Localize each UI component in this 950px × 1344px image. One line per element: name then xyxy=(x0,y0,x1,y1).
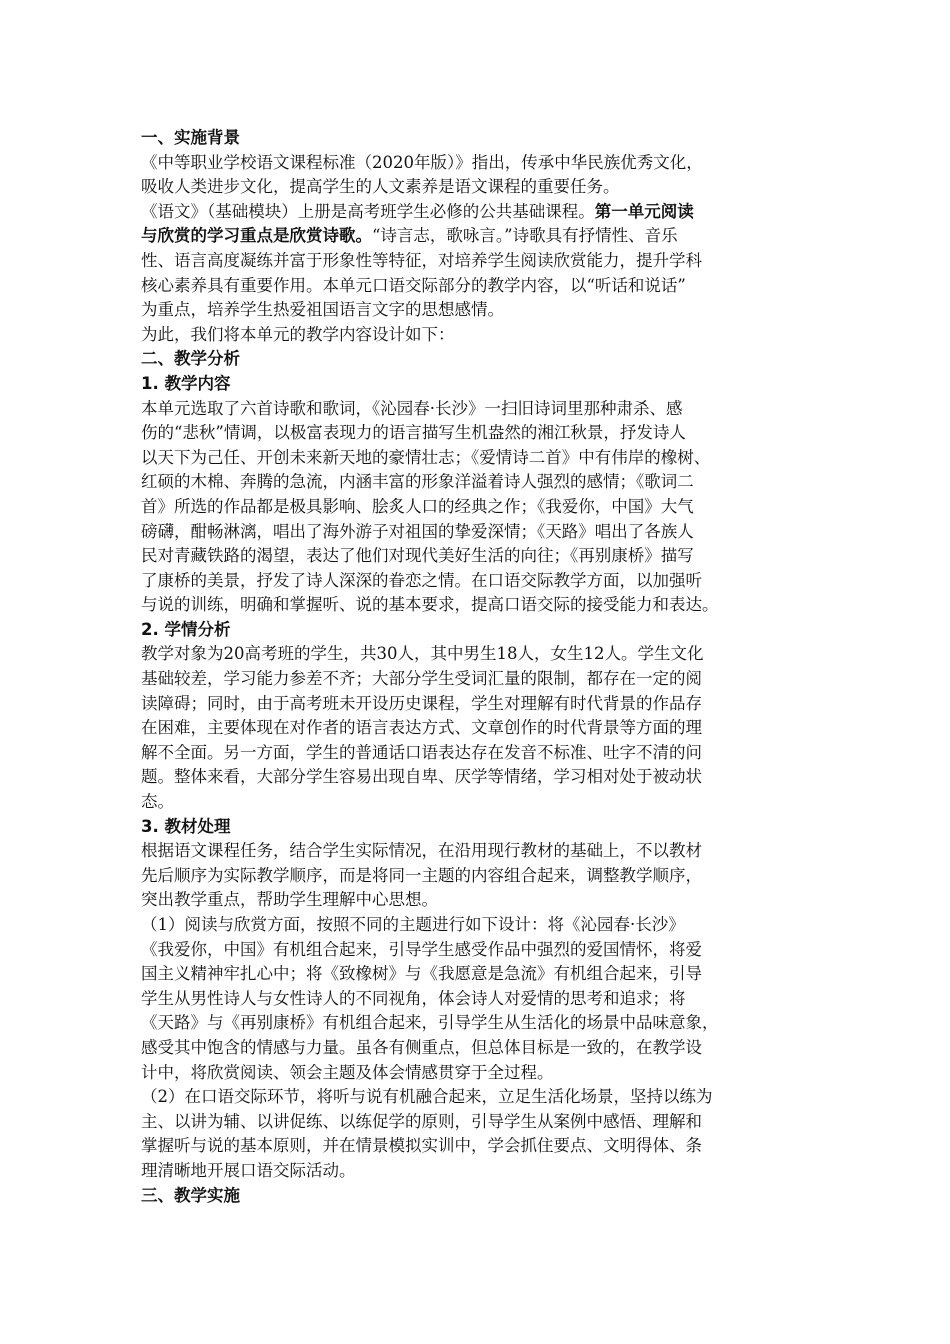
paragraph-line: 首》所选的作品都是极具影响、脍炙人口的经典之作；《我爱你，中国》大气 xyxy=(141,496,694,516)
paragraph-line: 为此，我们将本单元的教学内容设计如下： xyxy=(141,324,455,344)
paragraph-line: 红硕的木棉、奔腾的急流，内涵丰富的形象洋溢着诗人强烈的感情；《歌词二 xyxy=(141,472,694,492)
paragraph-line: 本单元选取了六首诗歌和歌词，《沁园春·长沙》一扫旧诗词里那种肃杀、感 xyxy=(141,398,683,418)
paragraph-line: 吸收人类进步文化，提高学生的人文素养是语文课程的重要任务。 xyxy=(141,177,620,197)
subheading-learner-analysis: 2. 学情分析 xyxy=(141,619,231,639)
paragraph-line: 感受其中饱含的情感与力量。虽各有侧重点，但总体目标是一致的，在教学设 xyxy=(141,1037,702,1057)
paragraph-line: 性、语言高度凝练并富于形象性等特征，对培养学生阅读欣赏能力，提升学科 xyxy=(141,250,702,270)
text-run: “诗言志，歌咏言。”诗歌具有抒情性、音乐 xyxy=(372,226,678,246)
paragraph-line: 磅礴，酣畅淋漓，唱出了海外游子对祖国的挚爱深情；《天路》唱出了各族人 xyxy=(141,521,694,541)
paragraph-line: 国主义精神牢扎心中；将《致橡树》与《我愿意是急流》有机组合起来，引导 xyxy=(141,964,702,984)
paragraph-line: 了康桥的美景，抒发了诗人深深的眷恋之情。在口语交际教学方面，以加强听 xyxy=(141,570,702,590)
section-heading-analysis: 二、教学分析 xyxy=(141,349,240,369)
paragraph-line: 《中等职业学校语文课程标准（2020年版）》指出，传承中华民族优秀文化， xyxy=(141,152,703,172)
paragraph-line: 先后顺序为实际教学顺序，而是将同一主题的内容组合起来，调整教学顺序， xyxy=(141,865,702,885)
paragraph-line: （1）阅读与欣赏方面，按照不同的主题进行如下设计：将《沁园春·长沙》 xyxy=(141,915,685,934)
subheading-material-handling: 3. 教材处理 xyxy=(141,816,231,836)
bold-text-run: 第一单元阅读 xyxy=(594,201,694,221)
paragraph-line xyxy=(141,224,813,249)
text-run: 《语文》（基础模块）上册是高考班学生必修的公共基础课程。 xyxy=(141,201,595,221)
paragraph-line: 《我爱你，中国》有机组合起来，引导学生感受作品中强烈的爱国情怀，将爱 xyxy=(141,939,702,959)
document-page xyxy=(141,126,813,1208)
paragraph-line: 在困难，主要体现在对作者的语言表达方式、文章创作的时代背景等方面的理 xyxy=(141,718,702,738)
subheading-content: 1. 教学内容 xyxy=(141,373,231,393)
paragraph-line: 读障碍；同时，由于高考班未开设历史课程，学生对理解有时代背景的作品存 xyxy=(141,693,702,713)
paragraph-line: 教学对象为20高考班的学生，共30人，其中男生18人，女生12人。学生文化 xyxy=(141,644,704,664)
paragraph-line: 与说的训练，明确和掌握听、说的基本要求，提高口语交际的接受能力和表达。 xyxy=(141,595,719,615)
paragraph-line: 态。 xyxy=(141,792,174,812)
paragraph-line: 以天下为己任、开创未来新天地的豪情壮志；《爱情诗二首》中有伟岸的橡树、 xyxy=(141,447,711,467)
paragraph-line: 解不全面。另一方面，学生的普通话口语表达存在发音不标准、吐字不清的问 xyxy=(141,742,702,762)
paragraph-line: 主、以讲为辅、以讲促练、以练促学的原则，引导学生从案例中感悟、理解和 xyxy=(141,1111,702,1131)
paragraph-line: 计中，将欣赏阅读、领会主题及体会情感贯穿于全过程。 xyxy=(141,1062,554,1082)
paragraph-line: 为重点，培养学生热爱祖国语言文字的思想感情。 xyxy=(141,300,504,320)
paragraph-line: 民对青藏铁路的渴望，表达了他们对现代美好生活的向往；《再别康桥》描写 xyxy=(141,546,694,566)
paragraph-line: 理清晰地开展口语交际活动。 xyxy=(141,1160,356,1180)
paragraph-line xyxy=(141,200,813,225)
paragraph-line: 突出教学重点，帮助学生理解中心思想。 xyxy=(141,890,438,910)
paragraph-line: （2）在口语交际环节，将听与说有机融合起来，立足生活化场景，坚持以练为 xyxy=(141,1087,713,1107)
section-heading-implementation: 三、教学实施 xyxy=(141,1185,240,1205)
paragraph-line: 根据语文课程任务，结合学生实际情况，在沿用现行教材的基础上，不以教材 xyxy=(141,841,702,861)
paragraph-line: 学生从男性诗人与女性诗人的不同视角，体会诗人对爱情的思考和追求；将 xyxy=(141,988,686,1008)
bold-text-run: 与欣赏的学习重点是欣赏诗歌。 xyxy=(141,226,372,246)
paragraph-line: 基础较差，学习能力参差不齐；大部分学生受词汇量的限制，都存在一定的阅 xyxy=(141,669,702,689)
paragraph-line: 掌握听与说的基本原则，并在情景模拟实训中，学会抓住要点、文明得体、条 xyxy=(141,1136,702,1156)
section-heading-background: 一、实施背景 xyxy=(141,128,240,147)
paragraph-line: 伤的“悲秋”情调，以极富表现力的语言描写生机盎然的湘江秋景，抒发诗人 xyxy=(141,423,686,443)
paragraph-line: 《天路》与《再别康桥》有机组合起来，引导学生从生活化的场景中品味意象， xyxy=(141,1013,719,1033)
paragraph-line: 核心素养具有重要作用。本单元口语交际部分的教学内容，以“听话和说话” xyxy=(141,275,686,295)
paragraph-line: 题。整体来看，大部分学生容易出现自卑、厌学等情绪，学习相对处于被动状 xyxy=(141,767,702,787)
